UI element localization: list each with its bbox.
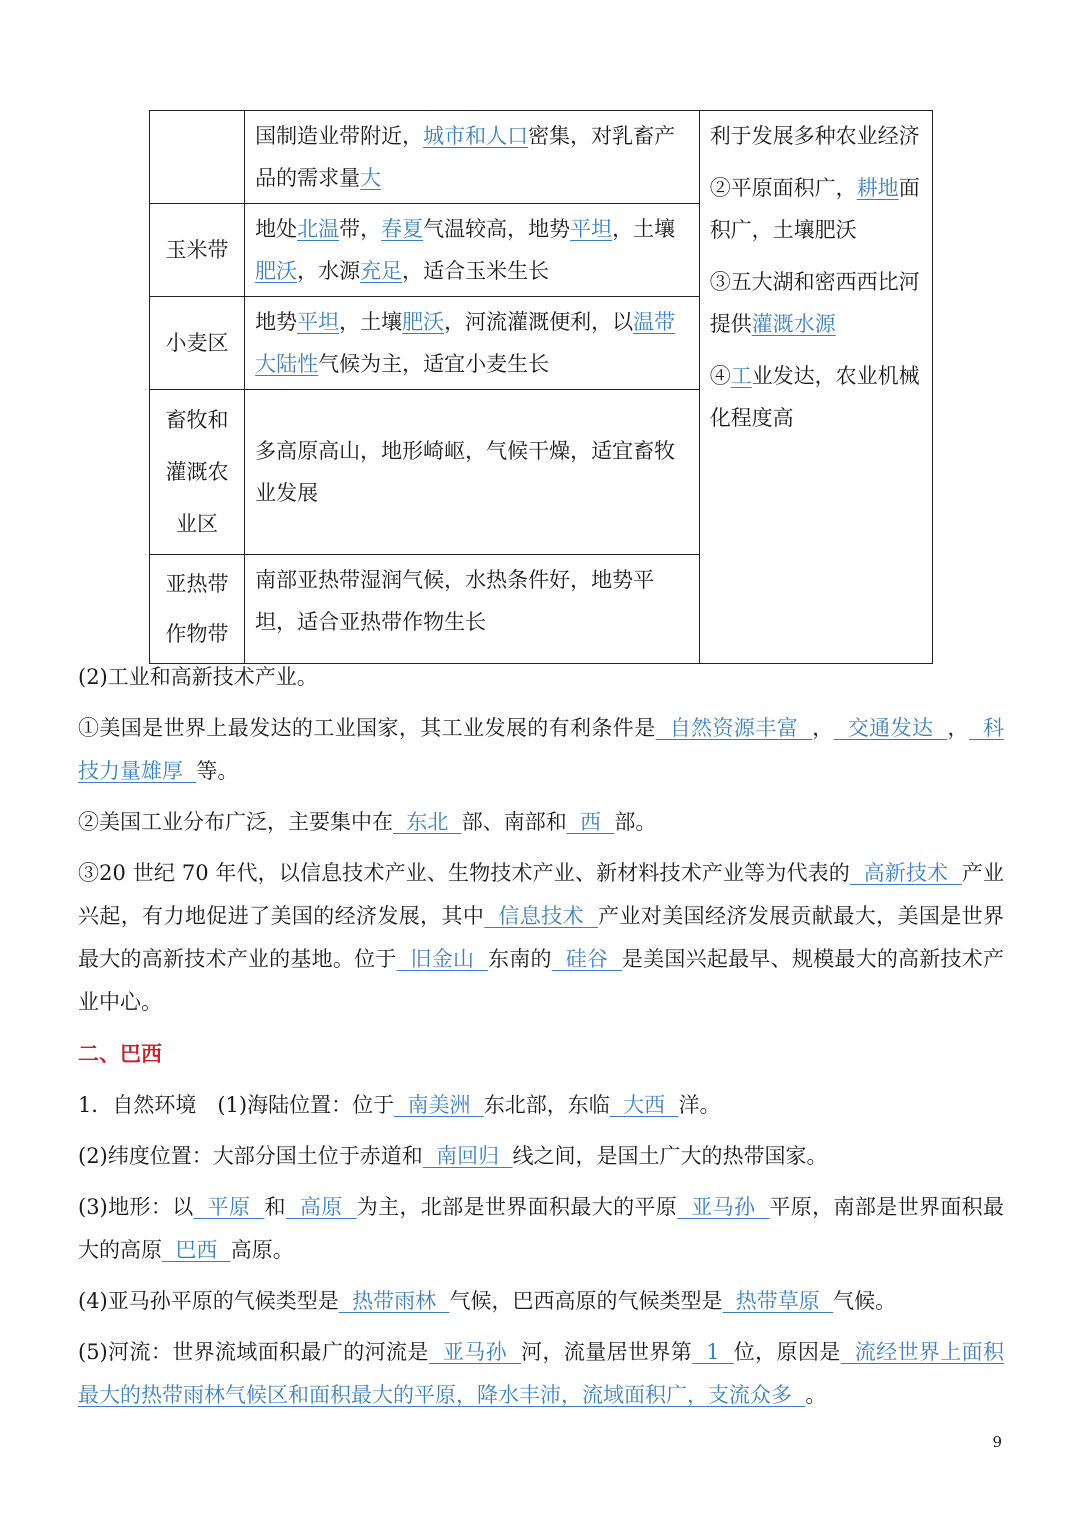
text-run: 产业对美国经济发展贡献最大，美国是世界最大的高新技术产业的基地。位于 bbox=[78, 904, 1005, 971]
answer-text: 耕地 bbox=[856, 176, 899, 200]
fill-blank-answer: 南美洲 bbox=[394, 1093, 484, 1117]
text-run: 部、南部和 bbox=[461, 810, 567, 834]
text-run: 。 bbox=[805, 1383, 827, 1407]
answer-text: 肥沃 bbox=[255, 259, 298, 283]
text-run: 气温较高，地势 bbox=[423, 217, 571, 241]
text-run: 东南的 bbox=[488, 947, 552, 971]
text-run: ，河流灌溉便利，以 bbox=[444, 310, 634, 334]
text-run: 利于发展多种农业经济 bbox=[709, 124, 920, 148]
fill-blank-answer: 东北 bbox=[393, 810, 462, 834]
fill-blank-answer: 亚马孙 bbox=[428, 1340, 522, 1364]
text-run: 东北部，东临 bbox=[483, 1093, 610, 1117]
text-run: ， bbox=[947, 716, 969, 740]
advantage-item bbox=[710, 167, 922, 251]
text-run: 多高原高山，地形崎岖，气候干燥，适宜畜牧业发展 bbox=[255, 439, 676, 505]
fill-blank-answer: 南回归 bbox=[422, 1144, 513, 1168]
paragraph bbox=[78, 801, 1004, 844]
text-run: 等。 bbox=[196, 759, 239, 783]
text-run: 是美国兴起最早、规模最大的高新技术产业中心。 bbox=[78, 947, 1005, 1014]
answer-text: 充足 bbox=[360, 259, 403, 283]
fill-blank-answer: 自然资源丰富 bbox=[655, 716, 813, 740]
body-text bbox=[78, 656, 1004, 1417]
condition-cell bbox=[245, 297, 700, 390]
paragraph bbox=[78, 1084, 1004, 1127]
text-run: 地处 bbox=[255, 217, 298, 241]
text-run: ④ bbox=[709, 364, 731, 388]
text-run: 产业兴起，有力地促进了美国的经济发展，其中 bbox=[78, 861, 1005, 928]
answer-text: 肥沃 bbox=[402, 310, 445, 334]
fill-blank-answer: 巴西 bbox=[162, 1238, 231, 1262]
condition-cell bbox=[245, 390, 700, 555]
text-run: 河，流量居世界第 bbox=[521, 1340, 693, 1364]
text-run: ，土壤 bbox=[339, 310, 403, 334]
text-run: 和 bbox=[264, 1195, 286, 1219]
fill-blank-answer: 旧金山 bbox=[396, 947, 489, 971]
paragraph bbox=[78, 1186, 1004, 1272]
region-cell: 亚热带作物带 bbox=[150, 555, 245, 664]
fill-blank-answer: 西 bbox=[566, 810, 615, 834]
fill-blank-answer: 热带草原 bbox=[722, 1289, 834, 1313]
fill-blank-answer: 交通发达 bbox=[833, 716, 948, 740]
text-run: 密集，对乳畜产品的需求量 bbox=[255, 124, 676, 190]
text-run: 气候为主，适宜小麦生长 bbox=[318, 352, 550, 376]
text-run: 高原。 bbox=[230, 1238, 294, 1262]
text-run: 位，原因是 bbox=[733, 1340, 841, 1364]
text-run: 带， bbox=[339, 217, 382, 241]
agriculture-table bbox=[149, 110, 933, 664]
paragraph bbox=[78, 707, 1004, 793]
text-run: ，水源 bbox=[297, 259, 361, 283]
text-run: 洋。 bbox=[678, 1093, 721, 1117]
text-run: 气候，巴西高原的气候类型是 bbox=[449, 1289, 723, 1313]
advantage-item bbox=[710, 261, 922, 345]
paragraph bbox=[78, 1331, 1004, 1417]
fill-blank-answer: 高新技术 bbox=[849, 861, 962, 885]
text-run: (2)工业和高新技术产业。 bbox=[78, 665, 318, 689]
answer-text: 平坦 bbox=[570, 217, 613, 241]
text-run: 为主，北部是世界面积最大的平原 bbox=[356, 1195, 678, 1219]
text-run: 气候。 bbox=[833, 1289, 897, 1313]
advantages-cell bbox=[699, 111, 932, 664]
paragraph bbox=[78, 1280, 1004, 1323]
region-cell: 玉米带 bbox=[150, 204, 245, 297]
answer-text: 灌溉水源 bbox=[751, 312, 836, 336]
text-run: 业发达，农业机械化程度高 bbox=[709, 364, 920, 430]
text-run: ，适合玉米生长 bbox=[402, 259, 550, 283]
section-heading bbox=[78, 1032, 1004, 1076]
text-run: 1．自然环境 (1)海陆位置：位于 bbox=[78, 1093, 395, 1117]
text-run: (3)地形：以 bbox=[78, 1195, 194, 1219]
text-run: ①美国是世界上最发达的工业国家，其工业发展的有利条件是 bbox=[78, 716, 656, 740]
answer-text: 工 bbox=[730, 364, 752, 388]
table-row bbox=[150, 111, 933, 204]
text-run: (5)河流：世界流域面积最广的河流是 bbox=[78, 1340, 429, 1364]
paragraph bbox=[78, 852, 1004, 1024]
text-run: 平原，南部是世界面积最大的高原 bbox=[78, 1195, 1005, 1262]
answer-text: 春夏 bbox=[381, 217, 424, 241]
fill-blank-answer: 平原 bbox=[193, 1195, 265, 1219]
advantage-item bbox=[710, 355, 922, 439]
answer-text: 北温 bbox=[297, 217, 340, 241]
text-run: 国制造业带附近， bbox=[255, 124, 424, 148]
region-cell: 小麦区 bbox=[150, 297, 245, 390]
fill-blank-answer: 信息技术 bbox=[484, 904, 599, 928]
fill-blank-answer: 大西 bbox=[609, 1093, 679, 1117]
condition-cell bbox=[245, 555, 700, 664]
page-number: 9 bbox=[992, 1433, 1002, 1451]
answer-text: 城市和人口 bbox=[423, 124, 529, 148]
text-run: (2)纬度位置：大部分国土位于赤道和 bbox=[78, 1144, 423, 1168]
text-run: 部。 bbox=[614, 810, 657, 834]
paragraph bbox=[78, 656, 1004, 699]
text-run: 面积广，土壤肥沃 bbox=[709, 176, 920, 242]
text-run: ③20 世纪 70 年代，以信息技术产业、生物技术产业、新材料技术产业等为代表的 bbox=[78, 861, 850, 885]
text-run: ， bbox=[812, 716, 834, 740]
text-run: 南部亚热带湿润气候，水热条件好，地势平坦，适合亚热带作物生长 bbox=[255, 568, 655, 634]
text-run: 地势 bbox=[255, 310, 298, 334]
text-run: ②平原面积广， bbox=[709, 176, 857, 200]
fill-blank-answer: 高原 bbox=[285, 1195, 357, 1219]
fill-blank-answer: 1 bbox=[692, 1340, 734, 1364]
advantage-item bbox=[710, 115, 922, 157]
fill-blank-answer: 流经世界上面积最大的热带雨林气候区和面积最大的平原，降水丰沛，流域面积广，支流众多 bbox=[78, 1340, 1005, 1407]
answer-text: 温带大陆性 bbox=[255, 310, 676, 376]
text-run: ②美国工业分布广泛，主要集中在 bbox=[78, 810, 393, 834]
answer-text: 平坦 bbox=[297, 310, 340, 334]
text-run: ，土壤 bbox=[612, 217, 676, 241]
answer-text: 大 bbox=[360, 166, 382, 190]
fill-blank-answer: 亚马孙 bbox=[677, 1195, 770, 1219]
text-run: 线之间，是国土广大的热带国家。 bbox=[512, 1144, 828, 1168]
fill-blank-answer: 科技力量雄厚 bbox=[78, 716, 1005, 783]
paragraph bbox=[78, 1135, 1004, 1178]
condition-cell bbox=[245, 111, 700, 204]
region-cell bbox=[150, 111, 245, 204]
heading-text: 二、巴西 bbox=[78, 1041, 162, 1066]
text-run: ③五大湖和密西西比河提供 bbox=[709, 270, 920, 336]
region-cell: 畜牧和灌溉农业区 bbox=[150, 390, 245, 555]
text-run: (4)亚马孙平原的气候类型是 bbox=[78, 1289, 339, 1313]
condition-cell bbox=[245, 204, 700, 297]
fill-blank-answer: 热带雨林 bbox=[338, 1289, 450, 1313]
fill-blank-answer: 硅谷 bbox=[551, 947, 622, 971]
